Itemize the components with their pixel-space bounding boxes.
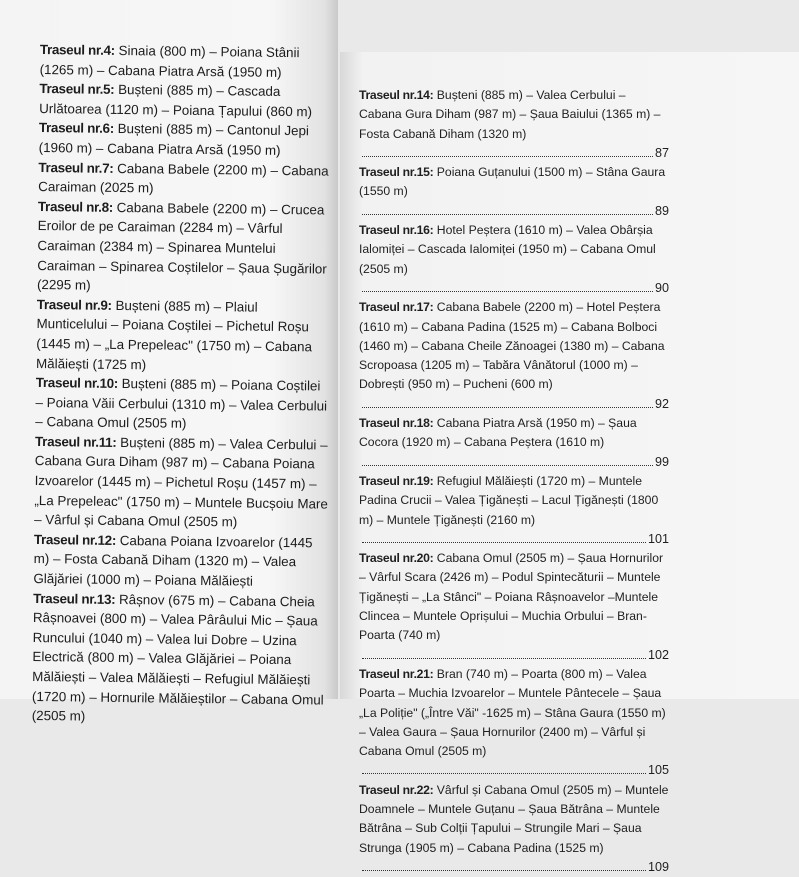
toc-entry xyxy=(359,549,669,665)
route-label: Traseul nr.9: xyxy=(36,296,112,313)
page-number: 99 xyxy=(654,454,669,469)
toc-entry xyxy=(359,298,669,414)
leader-line xyxy=(359,761,669,780)
page-number: 105 xyxy=(647,763,669,778)
route-description: Bușteni (885 m) – Cantonul Jepi (1960 m) – Cabana Piatra Arsă (1950 m) xyxy=(38,121,310,158)
dot-leader xyxy=(362,773,646,774)
route-description: Cabana Poiana Izvoarelor (1445 m) – Fosta Cabană Diham (1320 m) – Valea Glăjăriei (1000 m) – Poiana Mălăiești xyxy=(33,532,313,589)
toc-entry xyxy=(39,118,334,161)
page-number: 101 xyxy=(647,531,669,546)
toc-entry xyxy=(33,530,329,592)
leader-line xyxy=(359,279,669,298)
route-label: Traseul nr.16: xyxy=(359,223,434,238)
route-description: Poiana Guțanului (1500 m) – Stâna Gaura (1550 m) xyxy=(359,165,666,199)
route-description: Bușteni (885 m) – Valea Cerbului – Cabana Gura Diham (987 m) – Șaua Baiului (1365 m) – Fosta Cabană Diham (1320 m) xyxy=(359,88,661,141)
route-label: Traseul nr.11: xyxy=(35,433,117,450)
leader-line xyxy=(359,646,669,665)
dot-leader xyxy=(362,542,646,543)
toc-entry xyxy=(359,472,669,549)
leader-line xyxy=(359,530,669,549)
route-label: Traseul nr.8: xyxy=(37,198,114,215)
toc-entry xyxy=(37,197,333,299)
route-description: Bușteni (885 m) – Cascada Urlătoarea (1120 m) – Poiana Țapului (860 m) xyxy=(39,82,313,120)
leader-line xyxy=(359,858,669,877)
route-description: Cabana Babele (2200 m) – Hotel Peștera (1610 m) – Cabana Padina (1525 m) – Cabana Bolboci (1460 m) – Cabana Cheile Zănoagei (1380 m) – Cabana Scropoasa (1205 m) – Tabăra Vânătorul (1000 m) – Dobrești (950 m) – Pucheni (600 m) xyxy=(359,300,665,392)
route-label: Traseul nr.7: xyxy=(38,159,114,176)
leader-line xyxy=(359,144,669,163)
dot-leader xyxy=(362,658,646,659)
route-label: Traseul nr.6: xyxy=(38,120,115,137)
route-label: Traseul nr.17: xyxy=(359,300,434,315)
route-description: Sinaia (800 m) – Poiana Stânii (1265 m) – Cabana Piatra Arsă (1950 m) xyxy=(39,42,300,80)
route-label: Traseul nr.12: xyxy=(33,531,117,548)
route-description: Bran (740 m) – Poarta (800 m) – Valea Poarta – Muchia Izvoarelor – Muntele Pântecele – Șaua „La Poliție" („Între Văi" -1625 m) – Stâna Gaura (1550 m) – Valea Gaura – Șaua Hornurilor (2400 m) – Vârful și Cabana Omul (2505 m) xyxy=(359,666,666,759)
route-description: Refugiul Mălăiești (1720 m) – Muntele Padina Crucii – Valea Țigănești – Lacul Țigănești (1800 m) – Muntele Țigănești (2160 m) xyxy=(359,473,659,527)
toc-entry xyxy=(32,589,329,730)
route-description: Cabana Omul (2505 m) – Șaua Hornurilor – Vârful Scara (2426 m) – Podul Spintecăturii – Muntele Țigănești – „La Stânci" – Poiana Râșnoavelor –Muntele Clincea – Muntele Oprișului – Muchia Orbului – Bran-Poarta (740 m) xyxy=(359,551,664,643)
toc-entry xyxy=(359,163,669,221)
route-label: Traseul nr.20: xyxy=(359,551,434,566)
dot-leader xyxy=(362,407,653,408)
route-label: Traseul nr.10: xyxy=(35,375,119,392)
dot-leader xyxy=(362,870,646,871)
route-label: Traseul nr.18: xyxy=(359,416,434,431)
toc-entry xyxy=(359,414,669,472)
route-description: Cabana Piatra Arsă (1950 m) – Șaua Cocora (1920 m) – Cabana Peștera (1610 m) xyxy=(359,416,637,450)
route-label: Traseul nr.15: xyxy=(359,165,434,180)
page-number: 102 xyxy=(647,647,669,662)
route-label: Traseul nr.21: xyxy=(359,666,434,681)
route-label: Traseul nr.5: xyxy=(39,81,115,98)
toc-entry xyxy=(34,432,330,534)
toc-entry xyxy=(359,86,669,163)
toc-entry xyxy=(36,295,332,377)
page-number: 87 xyxy=(654,145,669,160)
route-label: Traseul nr.14: xyxy=(359,88,434,102)
right-page xyxy=(340,52,799,874)
route-description: Cabana Babele (2200 m) – Crucea Eroilor de pe Caraiman (2284 m) – Vârful Caraiman (2384 m) – Spinarea Muntelui Caraiman – Spinarea Coștilelor – Șaua Șugărilor (2295 m) xyxy=(36,199,327,293)
route-description: Râșnov (675 m) – Cabana Cheia Râșnoavei (800 m) – Valea Pârâului Mic – Șaua Runcului (1040 m) – Valea lui Dobre – Uzina Electrică (800 m) – Valea Glăjăriei – Poiana Mălăiești – Valea Mălăiești – Refugiul Mălăiești (1720 m) – Hornurile Mălăieștilor – Cabana Omul (2505 m) xyxy=(31,591,324,724)
toc-entry xyxy=(359,665,669,781)
dot-leader xyxy=(362,465,653,466)
toc-entry xyxy=(40,40,335,83)
toc-entry xyxy=(38,158,333,201)
left-page xyxy=(0,0,338,724)
toc-list-right xyxy=(359,86,669,877)
leader-line xyxy=(359,395,669,414)
route-label: Traseul nr.13: xyxy=(33,590,116,607)
toc-entry xyxy=(359,221,669,298)
page-number: 90 xyxy=(654,280,669,295)
route-description: Vârful și Cabana Omul (2505 m) – Muntele Doamnele – Muntele Guțanu – Șaua Bătrâna – Muntele Bătrâna – Sub Colții Țapului – Strungile Mari – Șaua Strunga (1905 m) – Cabana Padina (1525 m) xyxy=(359,782,669,855)
leader-line xyxy=(359,202,669,221)
page-number: 89 xyxy=(654,203,669,218)
leader-line xyxy=(359,453,669,472)
dot-leader xyxy=(362,291,653,292)
route-description: Bușteni (885 m) – Plaiul Munticelului – Poiana Coștilei – Pichetul Roșu (1445 m) – „La Prepeleac" (1750 m) – Cabana Mălăiești (1725 m) xyxy=(35,297,313,372)
route-description: Hotel Peștera (1610 m) – Valea Obârșia Ialomiței – Cascada Ialomiței (1950 m) – Cabana Omul (2505 m) xyxy=(359,223,656,276)
toc-entry xyxy=(39,79,334,122)
route-description: Bușteni (885 m) – Valea Cerbului – Cabana Gura Diham (987 m) – Cabana Poiana Izvoarelor (1445 m) – Pichetul Roșu (1457 m) – „La Prepeleac" (1750 m) – Muntele Bucșoiu Mare – Vârful și Cabana Omul (2505 m) xyxy=(34,434,328,530)
route-description: Bușteni (885 m) – Poiana Coștilei – Poiana Văii Cerbului (1310 m) – Valea Cerbului – Cabana Omul (2505 m) xyxy=(35,376,328,432)
page-number: 109 xyxy=(647,859,669,874)
route-description: Cabana Babele (2200 m) – Cabana Caraiman (2025 m) xyxy=(38,160,329,196)
route-label: Traseul nr.4: xyxy=(39,41,115,58)
page-number: 92 xyxy=(654,396,669,411)
toc-entry xyxy=(35,373,331,435)
toc-entry xyxy=(359,781,669,877)
dot-leader xyxy=(362,214,653,215)
route-label: Traseul nr.19: xyxy=(359,473,434,488)
toc-list-left xyxy=(32,40,335,729)
dot-leader xyxy=(362,156,653,157)
route-label: Traseul nr.22: xyxy=(359,782,434,797)
